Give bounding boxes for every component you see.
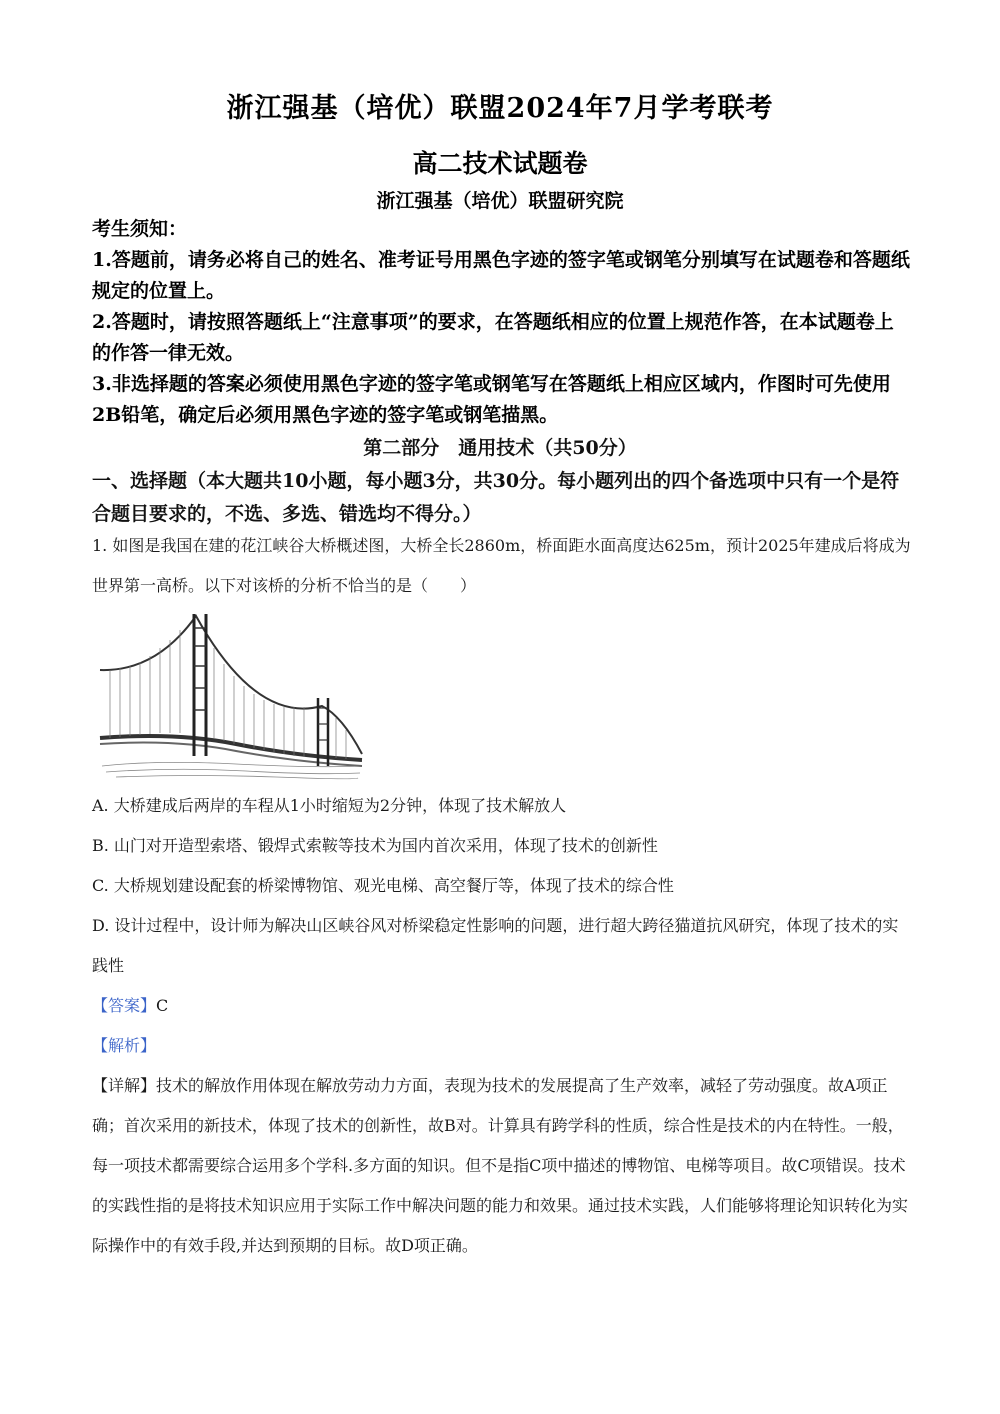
question-options xyxy=(92,786,912,1266)
detail-text: 【详解】技术的解放作用体现在解放劳动力方面，表现为技术的发展提高了生产效率，减轻了劳动强度。故A项正确；首次采用的新技术，体现了技术的创新性，故B对。计算具有跨学科的性质，综合性是技术的内在特性。一般，每一项技术都需要综合运用多个学科.多方面的知识。但不是指C项中描述的博物馆、电梯等项目。故C项错误。技术的实践性指的是将技术知识应用于实际工作中解决问题的能力和效果。通过技术实践，人们能够将理论知识转化为实际操作中的有效手段,并达到预期的目标。故D项正确。 xyxy=(92,1076,909,1255)
answer-line xyxy=(92,986,912,1026)
option-a: A. 大桥建成后两岸的车程从1小时缩短为2分钟，体现了技术解放人 xyxy=(92,796,567,815)
notice-item-1: 1.答题前，请务必将自己的姓名、准考证号用黑色字迹的签字笔或钢笔分别填写在试题卷和答题纸规定的位置上。 xyxy=(92,249,910,302)
option-c: C. 大桥规划建设配套的桥梁博物馆、观光电梯、高空餐厅等，体现了技术的综合性 xyxy=(92,876,674,895)
notice-item-3: 3.非选择题的答案必须使用黑色字迹的签字笔或钢笔写在答题纸上相应区域内，作图时可先使用2B铅笔，确定后必须用黑色字迹的签字笔或钢笔描黑。 xyxy=(92,373,891,426)
exam-subtitle: 高二技术试题卷 xyxy=(412,149,588,178)
exam-title: 浙江强基（培优）联盟2024年7月学考联考 xyxy=(226,93,774,124)
analysis-label: 【解析】 xyxy=(92,1036,157,1055)
notice-block xyxy=(92,214,912,431)
exam-institute: 浙江强基（培优）联盟研究院 xyxy=(376,190,624,212)
question-stem: 1. 如图是我国在建的花江峡谷大桥概述图，大桥全长2860m，桥面距水面高度达625m，预计2025年建成后将成为世界第一高桥。以下对该桥的分析不恰当的是（ ） xyxy=(92,536,911,595)
answer-value: C xyxy=(156,996,169,1015)
section-title: 一、选择题（本大题共10小题，每小题3分，共30分。每小题列出的四个备选项中只有一个是符合题目要求的，不选、多选、错选均不得分。） xyxy=(92,470,900,525)
answer-label: 【答案】 xyxy=(92,996,157,1015)
bridge-illustration xyxy=(96,606,366,780)
part-title: 第二部分 通用技术（共50分） xyxy=(363,437,637,459)
option-d: D. 设计过程中，设计师为解决山区峡谷风对桥梁稳定性影响的问题，进行超大跨径猫道抗风研究，体现了技术的实践性 xyxy=(92,916,899,975)
option-b: B. 山门对开造型索塔、锻焊式索鞍等技术为国内首次采用，体现了技术的创新性 xyxy=(92,836,658,855)
notice-item-2: 2.答题时，请按照答题纸上“注意事项”的要求，在答题纸相应的位置上规范作答，在本试题卷上的作答一律无效。 xyxy=(92,311,894,364)
notice-heading: 考生须知： xyxy=(92,218,188,240)
